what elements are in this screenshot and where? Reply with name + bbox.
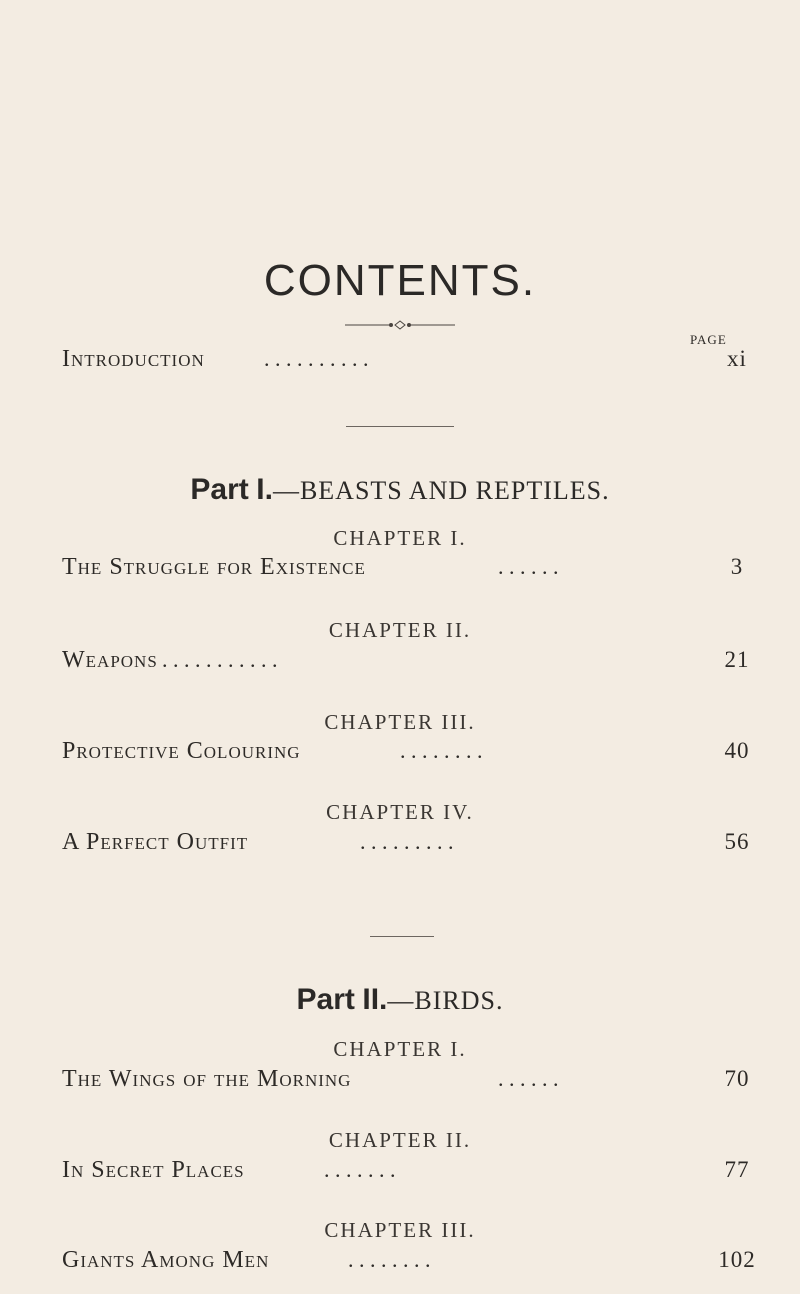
part-numeral: II. (362, 983, 388, 1016)
toc-entry[interactable] (62, 1066, 762, 1094)
entry-title: Giants Among Men (62, 1247, 270, 1273)
toc-entry[interactable] (62, 1157, 762, 1185)
section-divider (346, 426, 454, 427)
dot-leader: . . . . . . . . . . (264, 346, 369, 371)
entry-page-number: 102 (718, 1247, 756, 1272)
chapter-heading: CHAPTER III. (324, 1218, 476, 1242)
page-title: CONTENTS. (263, 256, 537, 305)
toc-entry[interactable] (62, 647, 762, 675)
entry-title: A Perfect Outfit (62, 829, 249, 855)
part-heading-1 (0, 473, 800, 507)
dot-leader: . . . . . . . . (348, 1247, 431, 1272)
dot-leader: . . . . . . . . . . . (162, 647, 278, 672)
entry-title: Introduction (62, 346, 205, 372)
entry-title: In Secret Places (62, 1157, 245, 1183)
toc-entry-introduction[interactable] (62, 346, 762, 374)
dot-leader: . . . . . . (498, 1066, 559, 1091)
part-numeral: I. (256, 473, 273, 506)
part-word: Part (296, 983, 355, 1016)
chapter-heading: CHAPTER II. (328, 1128, 472, 1152)
part-heading-2 (0, 983, 800, 1017)
toc-entry[interactable] (62, 1247, 762, 1275)
entry-page-number: 21 (724, 647, 750, 672)
chapter-heading: CHAPTER III. (324, 710, 476, 734)
dot-leader: . . . . . . . . . (360, 829, 454, 854)
entry-page-number: 56 (724, 829, 750, 854)
dot-leader: . . . . . . (498, 554, 559, 579)
chapter-heading: CHAPTER I. (333, 526, 467, 550)
entry-page-number: 77 (724, 1157, 750, 1182)
entry-page-number: 70 (724, 1066, 750, 1091)
part-subtitle: —BIRDS. (387, 986, 504, 1015)
entry-title: The Wings of the Morning (62, 1066, 352, 1092)
entry-page-number: 3 (730, 554, 744, 579)
ornament-divider-icon (345, 318, 455, 332)
entry-page-number: xi (727, 346, 747, 371)
dot-leader: . . . . . . . (324, 1157, 396, 1182)
entry-title: Weapons (62, 647, 158, 673)
toc-entry[interactable] (62, 738, 762, 766)
chapter-heading: CHAPTER II. (328, 618, 472, 642)
entry-title: The Struggle for Existence (62, 554, 366, 580)
entry-title: Protective Colouring (62, 738, 301, 764)
entry-page-number: 40 (724, 738, 750, 763)
part-word: Part (190, 473, 249, 506)
part-subtitle: —BEASTS AND REPTILES. (272, 476, 610, 505)
chapter-heading: CHAPTER IV. (326, 800, 474, 824)
dot-leader: . . . . . . . . (400, 738, 483, 763)
chapter-heading: CHAPTER I. (333, 1037, 467, 1061)
toc-entry[interactable] (62, 829, 762, 857)
page-column-header: PAGE (690, 332, 727, 347)
toc-entry[interactable] (62, 554, 762, 582)
section-divider (370, 936, 434, 937)
